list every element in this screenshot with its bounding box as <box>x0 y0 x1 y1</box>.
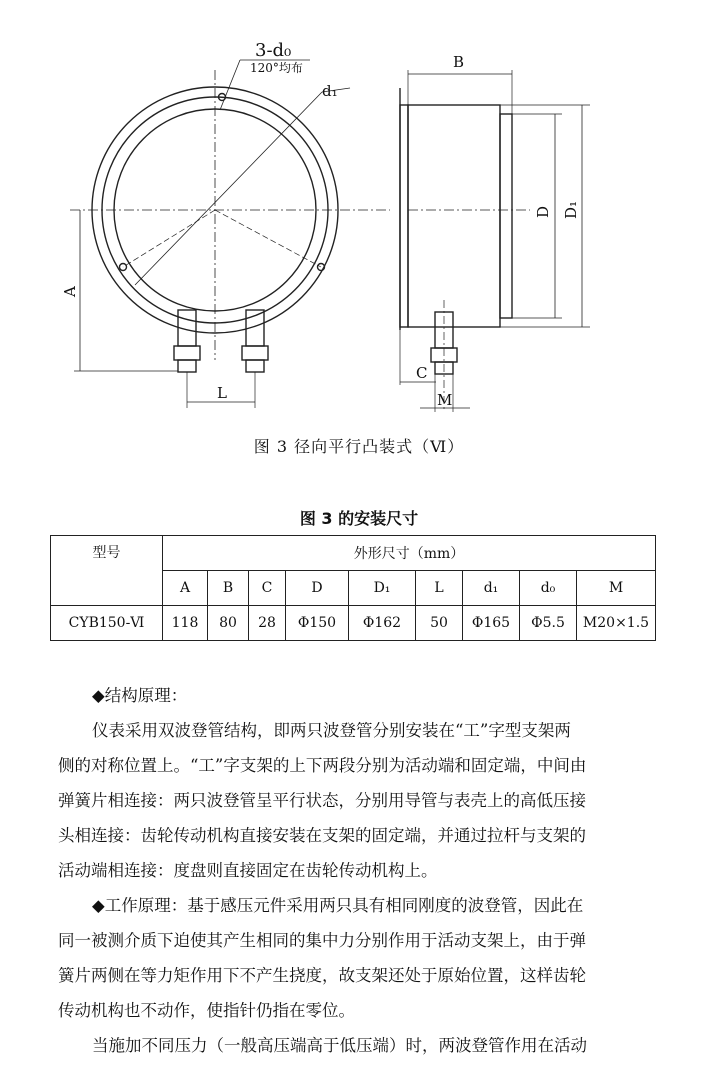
col-header: M <box>577 571 656 606</box>
body-text <box>58 678 658 1063</box>
paragraph-line: ◆工作原理：基于感压元件采用两只具有相同刚度的波登管，因此在 <box>92 896 584 915</box>
value-cell: M20×1.5 <box>577 606 656 641</box>
paragraph-line: 仪表采用双波登管结构，即两只波登管分别安装在“工”字型支架两 <box>92 721 571 740</box>
label-3-d0: 3-d₀ <box>255 40 292 61</box>
dims-header: 外形尺寸（mm） <box>163 536 656 571</box>
paragraph-line: 当施加不同压力（一般高压端高于低压端）时，两波登管作用在活动 <box>92 1036 587 1055</box>
paragraph-line: 侧的对称位置上。“工”字支架的上下两段分别为活动端和固定端，中间由 <box>58 756 587 775</box>
paragraph-line: 传动机构也不动作，使指针仍指在零位。 <box>58 1001 355 1020</box>
label-B: B <box>453 53 465 71</box>
paragraph-line: 活动端相连接：度盘则直接固定在齿轮传动机构上。 <box>58 861 438 880</box>
col-header: B <box>208 571 249 606</box>
value-cell: 80 <box>208 606 249 641</box>
col-header: A <box>163 571 208 606</box>
paragraph-line: 头相连接：齿轮传动机构直接安装在支架的固定端，并通过拉杆与支架的 <box>58 826 586 845</box>
label-d1: d₁ <box>322 82 338 100</box>
col-header: D <box>286 571 349 606</box>
value-cell: Φ150 <box>286 606 349 641</box>
label-D1: D₁ <box>562 200 580 219</box>
col-header: d₀ <box>520 571 577 606</box>
col-header: d₁ <box>463 571 520 606</box>
model-cell: CYB150-Ⅵ <box>51 606 163 641</box>
table-row <box>51 606 656 641</box>
value-cell: Φ165 <box>463 606 520 641</box>
value-cell: Φ162 <box>349 606 416 641</box>
col-header: C <box>249 571 286 606</box>
value-cell: 28 <box>249 606 286 641</box>
gauge-drawing <box>60 30 660 420</box>
label-M: M <box>437 391 453 409</box>
gauge-drawing-svg <box>60 30 660 420</box>
paragraph-line: 同一被测介质下迫使其产生相同的集中力分别作用于活动支架上，由于弹 <box>58 931 586 950</box>
label-A: A <box>61 286 79 297</box>
table-header-row <box>51 536 656 571</box>
label-C: C <box>416 364 428 382</box>
table-title: 图 3 的安装尺寸 <box>299 509 419 528</box>
figure-caption: 图 3 径向平行凸装式（Ⅵ） <box>253 437 465 456</box>
value-cell: Φ5.5 <box>520 606 577 641</box>
value-cell: 118 <box>163 606 208 641</box>
paragraph-line: 簧片两侧在等力矩作用下不产生挠度，故支架还处于原始位置，这样齿轮 <box>58 966 586 985</box>
section-heading: ◆结构原理： <box>92 686 188 705</box>
label-L: L <box>217 384 227 402</box>
col-header: L <box>416 571 463 606</box>
model-header: 型号 <box>51 536 163 606</box>
dimensions-table <box>50 535 656 641</box>
label-holes-note: 120°均布 <box>250 61 303 75</box>
paragraph-line: 弹簧片相连接：两只波登管呈平行状态，分别用导管与表壳上的高低压接 <box>58 791 586 810</box>
value-cell: 50 <box>416 606 463 641</box>
label-D: D <box>534 205 552 218</box>
col-header: D₁ <box>349 571 416 606</box>
